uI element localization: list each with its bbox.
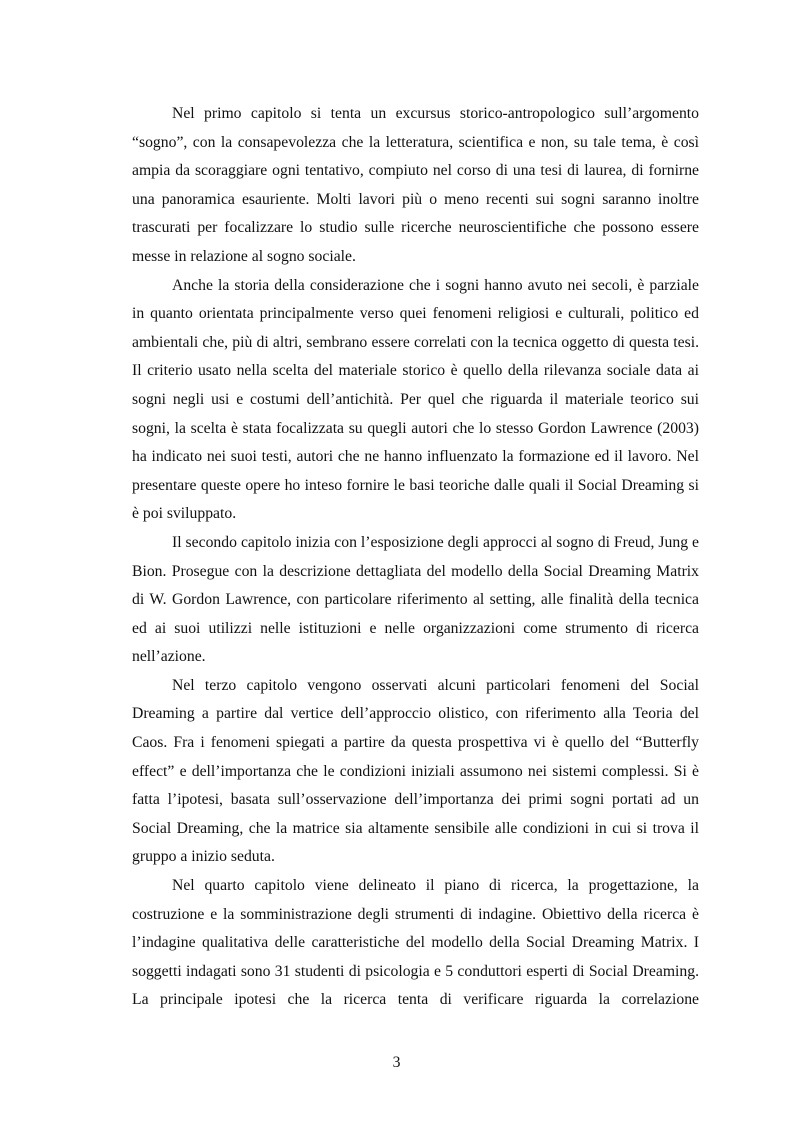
body-text [132, 100, 699, 1015]
page-number: 3 [392, 1054, 401, 1071]
paragraph-history: Anche la storia della considerazione che i sogni hanno avuto nei secoli, è parziale in quanto orientata principalmente verso quei fenomeni religiosi e culturali, politico ed ambientali che, più di altri, sembrano essere correlati con la tecnica oggetto di questa tesi. Il criterio usato nella scelta del materiale storico è quello della rilevanza sociale data ai sogni negli usi e costumi dell’antichità. Per quel che riguarda il materiale teorico sui sogni, la scelta è stata focalizzata su quegli autori che lo stesso Gordon Lawrence (2003) ha indicato nei suoi testi, autori che ne hanno influenzato la formazione ed il lavoro. Nel presentare queste opere ho inteso fornire le basi teoriche dalle quali il Social Dreaming si è poi sviluppato. [132, 276, 699, 523]
paragraph-chapter-two: Il secondo capitolo inizia con l’esposizione degli approcci al sogno di Freud, Jung e Bion. Prosegue con la descrizione dettagliata del modello della Social Dreaming Matrix di W. Gordon Lawrence, con particolare riferimento al setting, alle finalità della tecnica ed ai suoi utilizzi nelle istituzioni e nelle organizzazioni come strumento di ricerca nell’azione. [132, 533, 699, 666]
paragraph-chapter-three: Nel terzo capitolo vengono osservati alcuni particolari fenomeni del Social Dreaming a partire dal vertice dell’approccio olistico, con riferimento alla Teoria del Caos. Fra i fenomeni spiegati a partire da questa prospettiva vi è quello del “Butterfly effect” e dell’importanza che le condizioni iniziali assumono nei sistemi complessi. Si è fatta l’ipotesi, basata sull’osservazione dell’importanza dei primi sogni portati ad un Social Dreaming, che la matrice sia altamente sensibile alle condizioni in cui si trova il gruppo a inizio seduta. [132, 676, 699, 866]
paragraph-chapter-four: Nel quarto capitolo viene delineato il piano di ricerca, la progettazione, la costruzione e la somministrazione degli strumenti di indagine. Obiettivo della ricerca è l’indagine qualitativa delle caratteristiche del modello della Social Dreaming Matrix. I soggetti indagati sono 31 studenti di psicologia e 5 conduttori esperti di Social Dreaming. La principale ipotesi che la ricerca tenta di verificare riguarda la correlazione [132, 877, 699, 1009]
paragraph-chapter-one: Nel primo capitolo si tenta un excursus storico-antropologico sull’argomento “sogno”, con la consapevolezza che la letteratura, scientifica e non, su tale tema, è così ampia da scoraggiare ogni tentativo, compiuto nel corso di una tesi di laurea, di fornirne una panoramica esauriente. Molti lavori più o meno recenti sui sogni saranno inoltre trascurati per focalizzare lo studio sulle ricerche neuroscientifiche che possono essere messe in relazione al sogno sociale. [132, 105, 699, 265]
